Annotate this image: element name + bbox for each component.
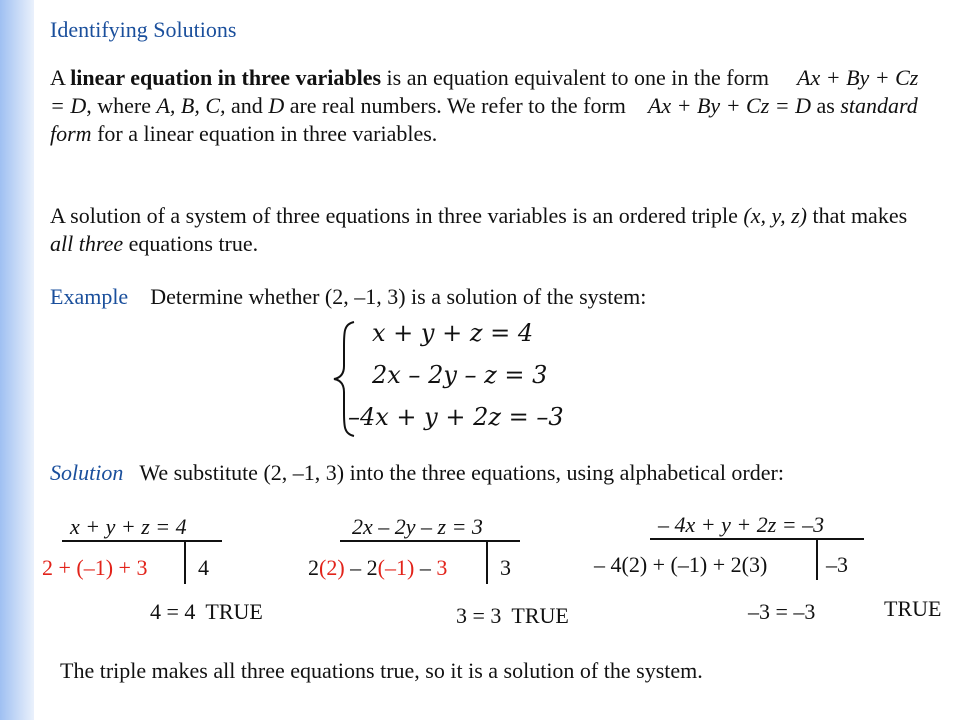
- check-2-verdict: TRUE: [511, 603, 569, 628]
- system-eq-1: x + y + z = 4: [372, 319, 534, 347]
- soldef-all-three: all three: [50, 231, 124, 256]
- check-3-substitution: – 4(2) + (–1) + 2(3): [594, 552, 768, 577]
- check-1-result-text: 4 = 4: [150, 599, 196, 624]
- check-2-equation: [352, 514, 483, 540]
- check-3-verdict: TRUE: [884, 596, 942, 621]
- slide-title: Identifying Solutions: [50, 17, 237, 42]
- soldef-triple: (x, y, z): [743, 203, 807, 228]
- solution-definition: [50, 202, 920, 258]
- example-label: Example: [50, 284, 129, 309]
- def-form-2: Ax + By + Cz = D: [647, 93, 812, 118]
- check-1-rhs: 4: [198, 555, 209, 580]
- solution-text: We substitute (2, –1, 3) into the three equations, using alphabetical order:: [139, 460, 784, 485]
- check-2-substitution-text: 2(2) – 2(–1) – 3: [308, 555, 448, 580]
- check-3-vline: [816, 538, 818, 580]
- def-text-b: is an equation equivalent to one in the form: [381, 65, 770, 90]
- check-2-result-text: 3 = 3: [456, 603, 502, 628]
- def-text-d: and: [225, 93, 269, 118]
- soldef-text-b: that makes: [806, 203, 908, 228]
- check-3-rhs: –3: [826, 552, 848, 577]
- system-eq-2: 2x – 2y – z = 3: [372, 361, 548, 389]
- def-var-d: D: [268, 93, 285, 118]
- check-2-vline: [486, 540, 488, 584]
- def-text-f: as: [811, 93, 841, 118]
- def-text-c: , where: [86, 93, 157, 118]
- check-1-verdict: TRUE: [205, 599, 263, 624]
- check-1-equation: x + y + z = 4: [70, 514, 187, 539]
- check-1-hline: [62, 540, 222, 542]
- soldef-text-c: equations true.: [123, 231, 259, 256]
- soldef-text-a: A solution of a system of three equations in three variables is an ordered triple: [50, 203, 744, 228]
- conclusion-text: The triple makes all three equations true, so it is a solution of the system.: [60, 658, 703, 683]
- check-2-result: [456, 603, 569, 629]
- example-line: [50, 284, 646, 310]
- check-3-equation: – 4x + y + 2z = –3: [658, 512, 825, 537]
- def-text-e: are real numbers. We refer to the form: [284, 93, 626, 118]
- check-2-equation-text: 2x – 2y – z = 3: [352, 514, 483, 539]
- definition-paragraph: [50, 64, 920, 148]
- system-eq-3: –4x + y + 2z = –3: [348, 403, 564, 431]
- def-vars: A, B, C,: [156, 93, 226, 118]
- check-1-substitution: 2 + (–1) + 3: [42, 555, 148, 580]
- example-text: Determine whether (2, –1, 3) is a solution of the system:: [150, 284, 647, 309]
- check-1-vline: [184, 540, 186, 584]
- check-2-substitution: [308, 555, 447, 581]
- solution-line: [50, 460, 784, 486]
- check-3-result: –3 = –3: [748, 599, 816, 624]
- def-term: linear equation in three variables: [70, 65, 382, 90]
- def-text-a: A: [50, 65, 71, 90]
- solution-label: Solution: [50, 460, 124, 485]
- check-1-result: [150, 599, 263, 625]
- check-3-hline: [650, 538, 864, 540]
- def-standard-form: standard form: [50, 93, 918, 146]
- def-form: Ax + By + Cz = D: [50, 65, 919, 118]
- check-2-rhs: 3: [500, 555, 511, 580]
- def-text-g: for a linear equation in three variables.: [91, 121, 438, 146]
- slide-sidebar: [0, 0, 34, 720]
- check-2-hline: [340, 540, 520, 542]
